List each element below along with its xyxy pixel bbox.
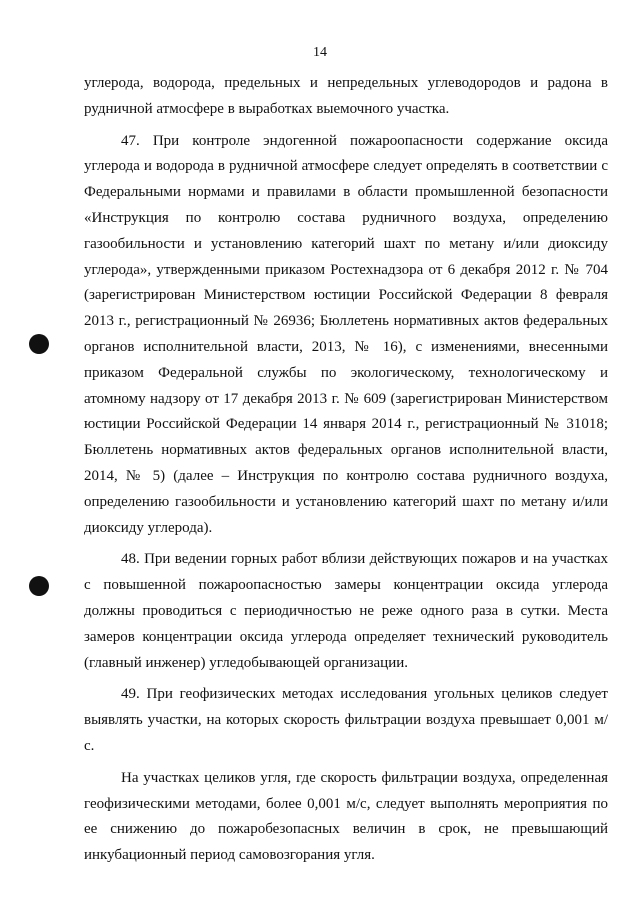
paragraph-49-continuation: На участках целиков угля, где скорость фильтрации воздуха, определенная геофизическими методами, более 0,001 м/с, следует выполнять мероприятия по ее снижению до пожаробезопасных величин в срок, не превышающий инкубационный период самовозгорания угля. bbox=[84, 769, 608, 864]
paragraph-47: 47. При контроле эндогенной пожароопасности содержание оксида углерода и водорода в рудничной атмосфере следует определять в соответствии с Федеральными нормами и правилами в области промышленной безопасности «Инструкция по контролю состава рудничного воздуха, определению газообильности и установлению категорий шахт по метану и/или диоксиду углерода», утвержденными приказом Ростехнадзора от 6 декабря 2012 г. № 704 (зарегистрирован Министерством юстиции Российской Федерации 8 февраля 2013 г., регистрационный № 26936; Бюллетень нормативных актов федеральных органов исполнительной власти, 2013, № 16), с изменениями, внесенными приказом Федеральной службы по экологическому, технологическому и атомному надзору от 17 декабря 2013 г. № 609 (зарегистрирован Министерством юстиции Российской Федерации 14 января 2014 г., регистрационный № 31018; Бюллетень нормативных актов федеральных органов исполнительной власти, 2014, № 5) (далее – Инструкция по контролю состава рудничного воздуха, определению газообильности и установлению категорий шахт по метану и/или диоксиду углерода). bbox=[84, 132, 608, 536]
paragraph-49: 49. При геофизических методах исследования угольных целиков следует выявлять участки, на которых скорость фильтрации воздуха превышает 0,001 м/с. bbox=[84, 686, 608, 754]
paragraph-48: 48. При ведении горных работ вблизи действующих пожаров и на участках с повышенной пожароопасностью замеры концентрации оксида углерода должны проводиться с периодичностью не реже одного раза в сутки. Места замеров концентрации оксида углерода определяет технический руководитель (главный инженер) угледобывающей организации. bbox=[84, 551, 608, 671]
paragraph-continuation: углерода, водорода, предельных и непредельных углеводородов и радона в рудничной атмосфере в выработках выемочного участка. bbox=[84, 75, 608, 117]
page-number: 14 bbox=[313, 45, 327, 60]
body-text bbox=[84, 71, 608, 869]
punch-hole-upper bbox=[29, 334, 49, 354]
punch-hole-lower bbox=[29, 576, 49, 596]
